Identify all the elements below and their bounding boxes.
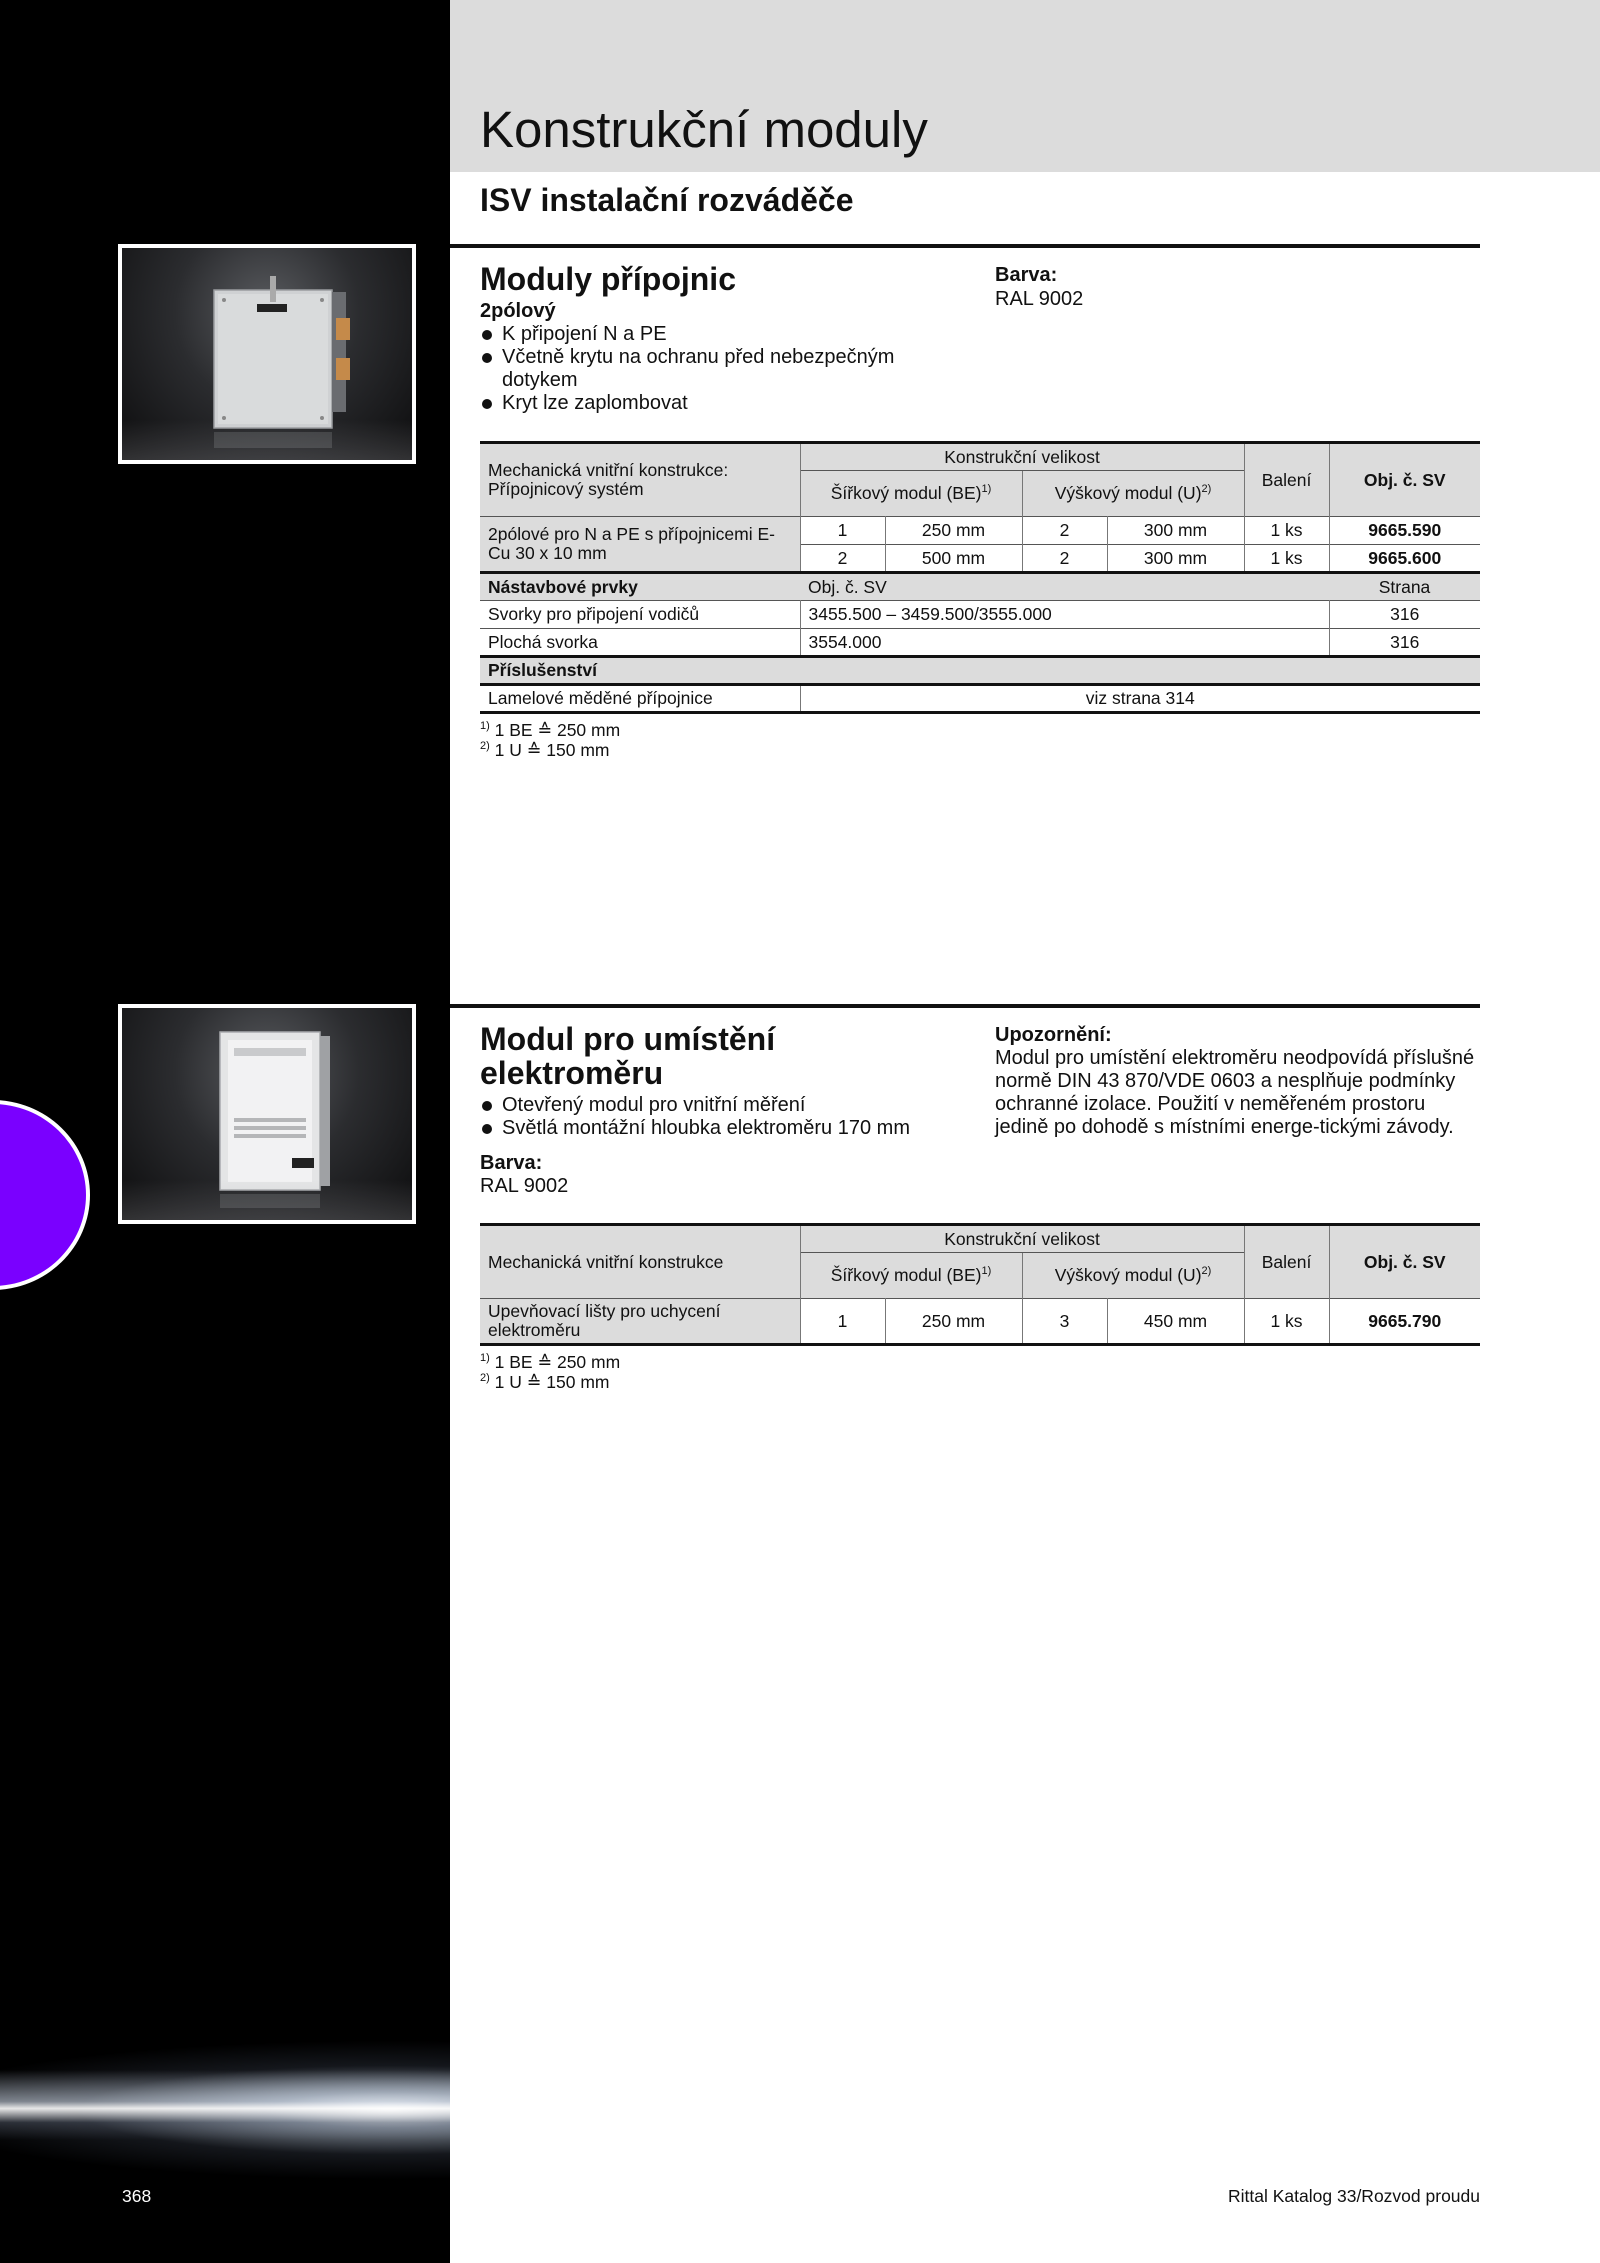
section1-footnotes [480,720,620,760]
section2-note-label: Upozornění: [995,1024,1112,1046]
col-height-module: Výškový modul $(U)^{2)}$ [1022,471,1244,517]
col-construction: Mechanická vnitřní konstrukce: Přípojnicový systém [480,443,800,517]
page-title: Konstrukční moduly [480,101,928,158]
col-width-module: Šířkový modul (BE)$^{1)}$ [800,471,1022,517]
addons-header-row: Nástavbové prvky Obj. č. SV Strana [480,573,1480,601]
accessories-header-row: Příslušenství [480,657,1480,685]
col-construction: Mechanická vnitřní konstrukce [480,1225,800,1299]
section1-color-label: Barva: [995,264,1058,286]
section1-heading: Moduly přípojnic [480,261,736,297]
section2-footnotes [480,1352,620,1392]
bullet-item: Včetně krytu na ochranu před nebezpečným dotykem [480,346,960,392]
table-row: Svorky pro připojení vodičů 3455.500 – 3459.500/3555.000 316 [480,601,1480,629]
photo-reflection [122,420,412,460]
section2-heading: Modul pro umístění elektroměru [480,1021,776,1091]
footnote: $^{2)}$ 1 U ≙ 150 mm [480,1372,610,1392]
footnote: $^{1)}$ 1 BE ≙ 250 mm [480,720,621,740]
col-size: Konstrukční velikost [800,443,1244,471]
col-size: Konstrukční velikost [800,1225,1244,1253]
bullet-item: Světlá montážní hloubka elektroměru 170 mm [480,1117,960,1140]
order-number: 9665.790 [1329,1299,1480,1345]
row-label: 2pólové pro N a PE s přípojnicemi E-Cu 30 x 10 mm [480,517,800,573]
table-row: 2 500 mm 2 300 mm 1 ks 9665.600 [480,545,1480,573]
table-row: Upevňovací lišty pro uchycení elektroměru 1 250 mm 3 450 mm 1 ks 9665.790 [480,1299,1480,1345]
col-order: Obj. č. SV [1329,443,1480,517]
meter-module-photo [118,1004,416,1224]
meter-spec-table [480,1223,1480,1346]
section2-color-label: Barva: [480,1152,543,1174]
col-order: Obj. č. SV [1329,1225,1480,1299]
footnote: $^{1)}$ 1 BE ≙ 250 mm [480,1352,621,1372]
col-height-module: Výškový modul $(U)^{2)}$ [1022,1253,1244,1299]
page-number: 368 [122,2186,152,2206]
order-number: 9665.590 [1329,517,1480,545]
table-row: Plochá svorka 3554.000 316 [480,629,1480,657]
page-subtitle: ISV instalační rozváděče [480,182,854,218]
busbar-spec-table [480,441,1480,714]
busbar-module-photo [118,244,416,464]
footnote: $^{2)}$ 1 U ≙ 150 mm [480,740,610,760]
section2-note-text: Modul pro umístění elektroměru neodpovídá příslušné normě DIN 43 870/VDE 0603 a nesplňuje podmínky ochranné izolace. Použití v neměřeném prostoru jedině po dohodě s místními energe-tickými závody. [995,1047,1475,1138]
section2-bullet-list [480,1094,960,1140]
col-pack: Balení [1244,1225,1329,1299]
order-number: 9665.600 [1329,545,1480,573]
section-divider [450,244,1480,248]
section-divider [450,1004,1480,1008]
photo-reflection [122,1180,412,1220]
col-width-module: Šířkový modul (BE)$^{1)}$ [800,1253,1022,1299]
table-row: Lamelové měděné přípojnice viz strana 314 [480,685,1480,713]
section1-bullet-list [480,323,960,415]
table-row: 2pólové pro N a PE s přípojnicemi E-Cu 30 x 10 mm 1 250 mm 2 300 mm 1 ks 9665.590 [480,517,1480,545]
section2-color-value: RAL 9002 [480,1175,569,1197]
col-pack: Balení [1244,443,1329,517]
light-streak [0,2070,450,2140]
section1-variant: 2pólový [480,300,556,322]
bullet-item: Kryt lze zaplombovat [480,392,960,415]
section1-color-value: RAL 9002 [995,288,1084,310]
catalog-footer: Rittal Katalog 33/Rozvod proudu [1228,2186,1480,2206]
row-label: Upevňovací lišty pro uchycení elektroměru [480,1299,800,1345]
bullet-item: Otevřený modul pro vnitřní měření [480,1094,960,1117]
bullet-item: K připojení N a PE [480,323,960,346]
